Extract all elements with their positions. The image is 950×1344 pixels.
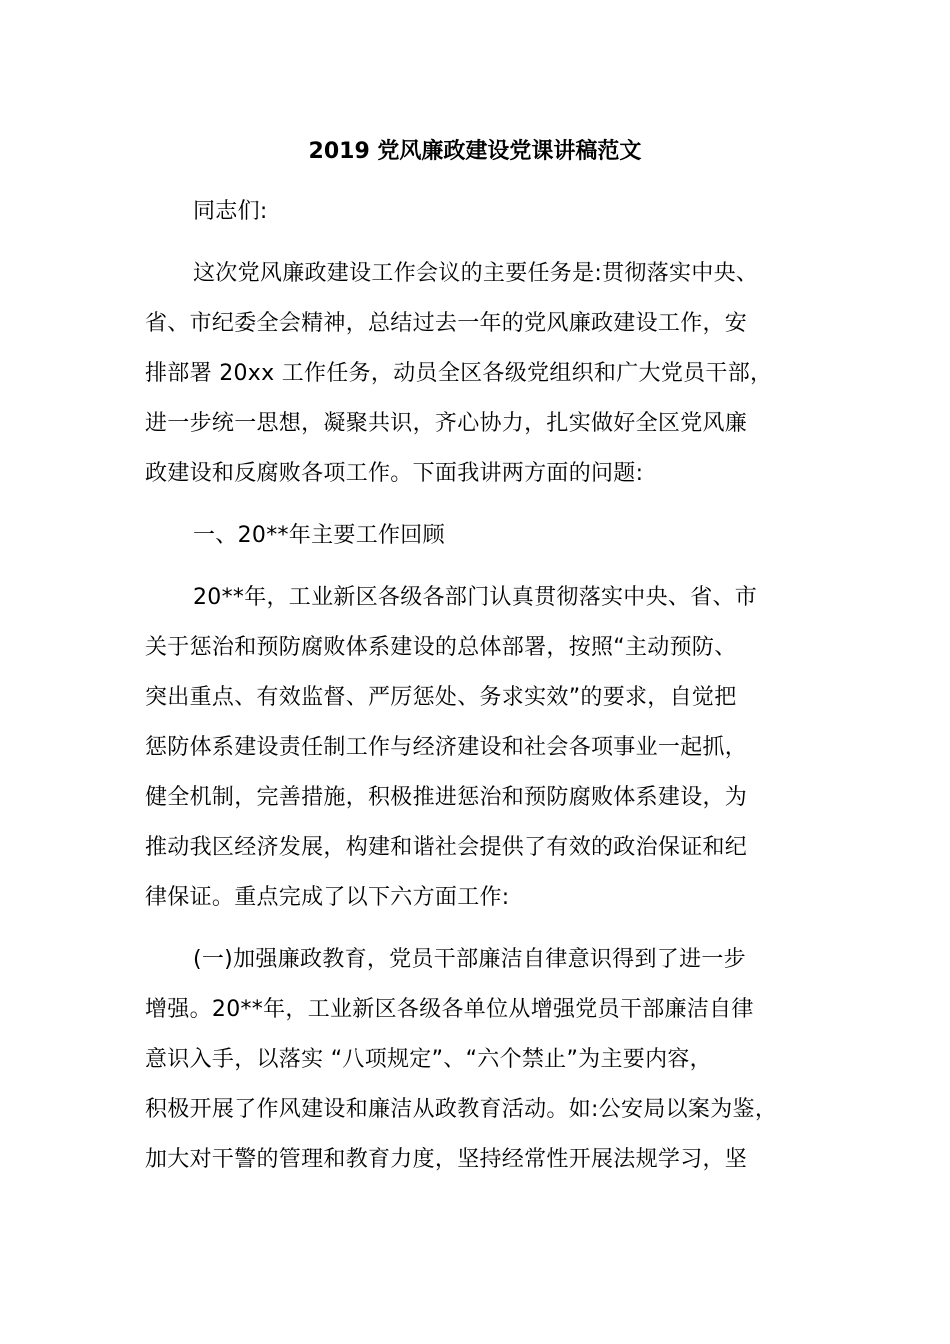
paragraph-line: 推动我区经济发展，构建和谐社会提供了有效的政治保证和纪 [145, 835, 748, 860]
paragraph-line: 增强。20**年，工业新区各级各单位从增强党员干部廉洁自律 [145, 997, 754, 1022]
paragraph-line: 惩防体系建设责任制工作与经济建设和社会各项事业一起抓， [145, 735, 748, 760]
paragraph-line: 突出重点、有效监督、严厉惩处、务求实效”的要求，自觉把 [145, 685, 737, 710]
paragraph-line: 律保证。重点完成了以下六方面工作: [145, 885, 510, 910]
document-title: 2019 党风廉政建设党课讲稿范文 [308, 139, 642, 164]
paragraph-line: 关于惩治和预防腐败体系建设的总体部署，按照“主动预防、 [145, 635, 737, 660]
paragraph-line: 20**年，工业新区各级各部门认真贯彻落实中央、省、市 [193, 585, 758, 610]
paragraph-line: 政建设和反腐败各项工作。下面我讲两方面的问题: [145, 461, 644, 486]
paragraph-line: (一)加强廉政教育，党员干部廉洁自律意识得到了进一步 [193, 947, 746, 972]
paragraph-line: 意识入手，以落实 “八项规定”、“六个禁止”为主要内容， [145, 1047, 712, 1072]
section-heading: 一、20**年主要工作回顾 [193, 523, 445, 548]
paragraph-line: 积极开展了作风建设和廉洁从政教育活动。如:公安局以案为鉴， [145, 1097, 778, 1122]
paragraph-line: 加大对干警的管理和教育力度，坚持经常性开展法规学习，坚 [145, 1147, 748, 1172]
paragraph-line: 省、市纪委全会精神，总结过去一年的党风廉政建设工作，安 [145, 311, 748, 336]
paragraph-line: 排部署 20xx 工作任务，动员全区各级党组织和广大党员干部， [145, 361, 773, 386]
paragraph-line: 进一步统一思想，凝聚共识，齐心协力，扎实做好全区党风廉 [145, 411, 748, 436]
paragraph-line: 同志们: [193, 199, 268, 224]
paragraph-line: 这次党风廉政建设工作会议的主要任务是:贯彻落实中央、 [193, 261, 759, 286]
paragraph-line: 健全机制，完善措施，积极推进惩治和预防腐败体系建设，为 [145, 785, 748, 810]
